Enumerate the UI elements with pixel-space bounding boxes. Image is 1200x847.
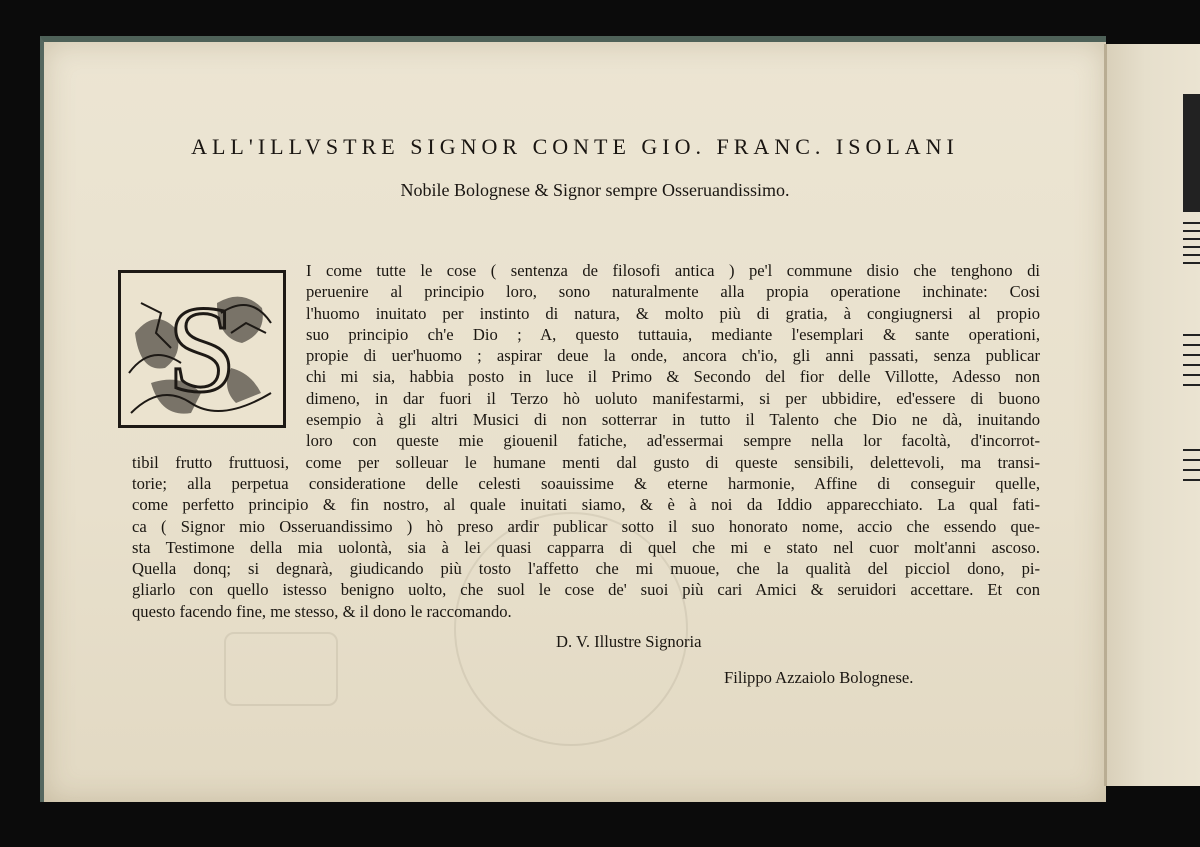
music-staff-fragment xyxy=(1183,222,1200,266)
music-staff-fragment xyxy=(1183,449,1200,489)
body-line: sta Testimone della mia uolontà, sia à lei quasi capparra di quel che mi e stato nel cuor molt'anni ascoso. xyxy=(132,537,1040,557)
body-line: l'huomo inuitato per instinto di natura, & molto più di gratia, à congiugnersi al propio xyxy=(306,303,1040,323)
body-line: chi mi sia, habbia posto in luce il Primo & Secondo del fior delle Villotte, Adesso non xyxy=(306,367,1040,387)
dedication-body xyxy=(132,260,1040,622)
body-line: come perfetto principio & fin nostro, al quale inuitati siamo, & è à noi da Iddio apparecchiato. La qual fati- xyxy=(132,495,1040,515)
body-line: dimeno, in dar fuori il Terzo hò uoluto manifestarmi, si per ubbidire, ed'essere di buono xyxy=(306,388,1040,408)
music-staff-fragment xyxy=(1183,94,1200,212)
book-page xyxy=(40,36,1106,802)
show-through-ghost xyxy=(44,70,1106,93)
dedication-title: ALL'ILLVSTRE SIGNOR CONTE GIO. FRANC. ISOLANI xyxy=(191,134,959,159)
body-line: questo facendo fine, me stesso, & il dono le raccomando. xyxy=(132,601,512,621)
body-line: loro con queste mie giouenil fatiche, ad'essermai sempre nella lor facoltà, d'incorrot- xyxy=(306,431,1040,451)
closing-salutation: D. V. Illustre Signoria xyxy=(556,632,702,651)
body-line: peruenire al principio loro, sono naturalmente alla propia operatione inchinate: Cosi xyxy=(306,282,1040,302)
show-through-stamp-small xyxy=(224,632,338,706)
body-line: Quella donq; si degnarà, giudicando più tosto l'affetto che mi muoue, che la qualità del picciol dono, pi- xyxy=(132,559,1040,579)
dedication-subtitle: Nobile Bolognese & Signor sempre Osseruandissimo. xyxy=(400,180,790,200)
body-line: tibil frutto fruttuosi, come per solleuar le humane menti dal gusto di queste sensibili, delettevoli, ma transi- xyxy=(132,452,1040,472)
facing-page-edge xyxy=(1104,44,1200,786)
initial-letter-glyph: S xyxy=(167,281,237,418)
body-line: esempio à gli altri Musici di non sotterrar in tutto il Talento che Dio ne dà, inuitando xyxy=(306,410,1040,430)
music-staff-fragment xyxy=(1183,334,1200,394)
body-line: I come tutte le cose ( sentenza de filosofi antica ) pe'l commune disio che tenghono di xyxy=(306,261,1040,280)
body-line: propie di uer'huomo ; aspirar deue la onde, ancora ch'io, gli anni passati, senza publicar xyxy=(306,346,1040,366)
author-signature: Filippo Azzaiolo Bolognese. xyxy=(724,668,914,687)
body-line: gliarlo con quello istesso benigno uolto, che suol le cose de' suoi più cari Amici & seruidori accettare. Et con xyxy=(132,580,1040,600)
body-line: torie; alla perpetua consideratione delle celesti soauissime & eterne harmonie, Affine di conseguir quelle, xyxy=(132,473,1040,493)
body-line: ca ( Signor mio Osseruandissimo ) hò preso ardir publicar sotto il suo honorato nome, accio che essendo que- xyxy=(132,516,1040,536)
body-line: suo principio ch'e Dio ; A, questo tuttauia, mediante l'esemplari & sante operationi, xyxy=(306,324,1040,344)
